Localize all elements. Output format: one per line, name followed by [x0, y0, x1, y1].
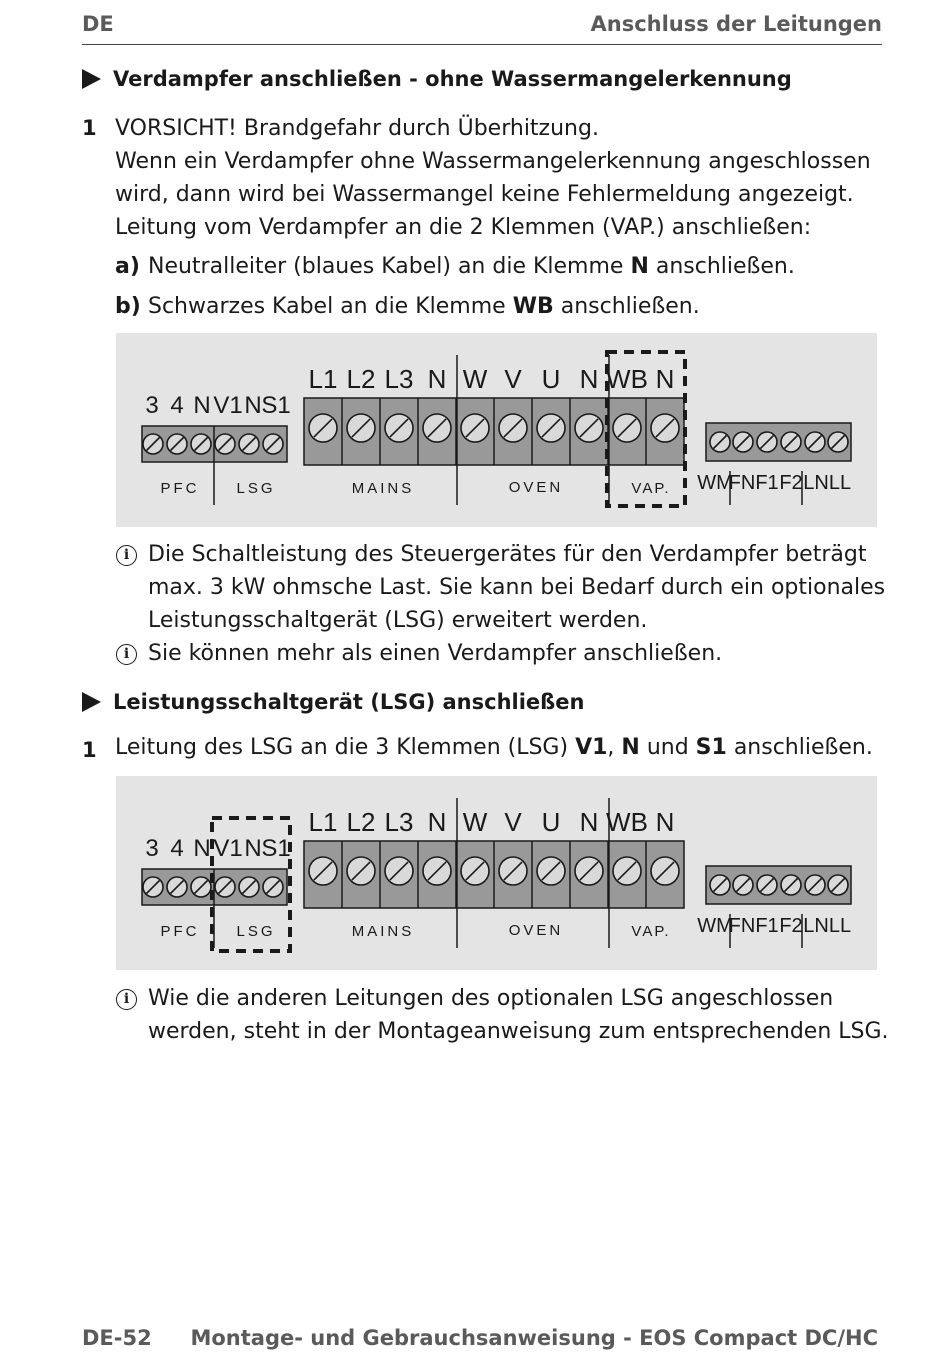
screw-icon	[423, 414, 451, 442]
screw-icon	[828, 875, 848, 895]
screw-icon	[575, 857, 603, 885]
screw-icon	[757, 432, 777, 452]
screw-icon	[651, 857, 679, 885]
screw-icon	[239, 877, 259, 897]
terminal-label: N	[427, 807, 447, 837]
header-divider	[82, 44, 882, 45]
screw-icon	[215, 434, 235, 454]
screw-icon	[651, 414, 679, 442]
screw-icon	[757, 875, 777, 895]
group-label-mains: MAINS	[351, 923, 415, 940]
screw-icon	[423, 857, 451, 885]
screw-icon	[263, 434, 283, 454]
terminal-diagram-svg	[116, 333, 877, 527]
step-line: Leitung vom Verdampfer an die 2 Klemmen (VAP.) anschließen:	[115, 215, 812, 240]
header-language: DE	[82, 12, 114, 36]
substep-label-b: b)	[115, 294, 141, 319]
screw-icon	[537, 414, 565, 442]
terminal-label: L2	[346, 364, 376, 394]
terminal-label: WM	[697, 472, 733, 494]
info-icon: i	[116, 545, 137, 566]
arrow-right-icon	[82, 692, 101, 712]
terminal-label: N	[244, 392, 262, 419]
screw-icon	[499, 857, 527, 885]
terminal-label: N	[427, 364, 447, 394]
screw-icon	[309, 857, 337, 885]
screw-icon	[347, 857, 375, 885]
terminal-label: N	[579, 807, 599, 837]
screw-icon	[191, 877, 211, 897]
terminal-diagram-lsg	[116, 776, 877, 970]
screw-icon	[499, 414, 527, 442]
terminal-label: LN	[803, 915, 829, 937]
terminal-label: W	[462, 364, 488, 394]
terminal-label: LL	[828, 472, 852, 494]
group-label-lsg: LSG	[236, 480, 276, 497]
step-text	[115, 112, 871, 244]
screw-icon	[191, 434, 211, 454]
group-label-mains: MAINS	[351, 480, 415, 497]
group-label-vap: VAP.	[631, 480, 671, 497]
terminal-label: LL	[828, 915, 852, 937]
info-icon: i	[116, 644, 137, 665]
terminal-label: F2	[779, 915, 803, 937]
terminal-label: S1	[261, 835, 291, 862]
note-text: Sie können mehr als einen Verdampfer anschließen.	[148, 641, 723, 666]
screw-icon	[309, 414, 337, 442]
group-label-oven: OVEN	[508, 479, 564, 496]
substep-text-b: Schwarzes Kabel an die Klemme WB anschließen.	[148, 294, 700, 319]
note-text: Die Schaltleistung des Steuergerätes für den Verdampfer beträgt max. 3 kW ohmsche Last. Sie kann bei Bedarf durch ein optionales Leistungsschaltgerät (LSG) erweitert werden.	[148, 542, 886, 633]
terminal-label: S1	[261, 392, 291, 419]
terminal-label: N	[244, 835, 262, 862]
group-label-pfc: PFC	[160, 923, 200, 940]
screw-icon	[781, 432, 801, 452]
screw-icon	[733, 432, 753, 452]
screw-icon	[385, 857, 413, 885]
group-label-oven: OVEN	[508, 922, 564, 939]
terminal-label: 4	[170, 835, 184, 862]
terminal-diagram-svg	[116, 776, 877, 970]
terminal-label: N	[193, 392, 211, 419]
note-text: Wie die anderen Leitungen des optionalen LSG angeschlossen werden, steht in der Montageanweisung zum entsprechenden LSG.	[148, 986, 889, 1044]
terminal-label: WB	[606, 364, 648, 394]
terminal-label: FN	[728, 472, 756, 494]
screw-icon	[733, 875, 753, 895]
terminal-label: N	[655, 807, 675, 837]
screw-icon	[215, 877, 235, 897]
screw-icon	[239, 434, 259, 454]
terminal-label: N	[193, 835, 211, 862]
terminal-label: F2	[779, 472, 803, 494]
screw-icon	[385, 414, 413, 442]
footer-page-number: DE-52	[82, 1326, 152, 1350]
terminal-label: V1	[213, 835, 243, 862]
group-label-vap: VAP.	[631, 923, 671, 940]
screw-icon	[805, 432, 825, 452]
screw-icon	[347, 414, 375, 442]
terminal-label: 3	[145, 835, 159, 862]
terminal-label: W	[462, 807, 488, 837]
section-heading-text: Verdampfer anschließen - ohne Wassermangelerkennung	[113, 67, 792, 91]
terminal-label: U	[541, 364, 561, 394]
terminal-label: N	[655, 364, 675, 394]
terminal-label: 4	[170, 392, 184, 419]
terminal-label: V	[504, 364, 522, 394]
screw-icon	[613, 857, 641, 885]
terminal-label: V1	[213, 392, 243, 419]
terminal-label: F1	[755, 915, 779, 937]
step-number: 1	[82, 738, 97, 762]
terminal-label: U	[541, 807, 561, 837]
terminal-label: L1	[308, 364, 338, 394]
group-label-lsg: LSG	[236, 923, 276, 940]
step-text: Leitung des LSG an die 3 Klemmen (LSG) V1, N und S1 anschließen.	[115, 735, 873, 760]
screw-icon	[263, 877, 283, 897]
terminal-label: WM	[697, 915, 733, 937]
terminal-label: L3	[384, 364, 414, 394]
info-icon: i	[116, 989, 137, 1010]
step-line: VORSICHT! Brandgefahr durch Überhitzung.	[115, 116, 599, 141]
step-line: wird, dann wird bei Wassermangel keine Fehlermeldung angezeigt.	[115, 182, 854, 207]
screw-icon	[167, 877, 187, 897]
screw-icon	[461, 857, 489, 885]
terminal-label: 3	[145, 392, 159, 419]
screw-icon	[461, 414, 489, 442]
terminal-label: FN	[728, 915, 756, 937]
terminal-label: LN	[803, 472, 829, 494]
substep-label-a: a)	[115, 254, 140, 279]
step-line: Wenn ein Verdampfer ohne Wassermangelerkennung angeschlossen	[115, 149, 871, 174]
screw-icon	[537, 857, 565, 885]
terminal-diagram-vap	[116, 333, 877, 527]
screw-icon	[143, 877, 163, 897]
substep-text-a: Neutralleiter (blaues Kabel) an die Klemme N anschließen.	[148, 254, 795, 279]
footer-document-title: Montage- und Gebrauchsanweisung - EOS Compact DC/HC	[190, 1326, 878, 1350]
screw-icon	[167, 434, 187, 454]
screw-icon	[143, 434, 163, 454]
terminal-label: L2	[346, 807, 376, 837]
section-heading-lsg	[82, 690, 584, 714]
terminal-label: N	[579, 364, 599, 394]
screw-icon	[575, 414, 603, 442]
screw-icon	[781, 875, 801, 895]
terminal-label: F1	[755, 472, 779, 494]
step-number: 1	[82, 116, 97, 140]
section-heading-evaporator	[82, 67, 792, 91]
screw-icon	[710, 432, 730, 452]
terminal-label: L3	[384, 807, 414, 837]
screw-icon	[805, 875, 825, 895]
section-heading-text: Leistungsschaltgerät (LSG) anschließen	[113, 690, 585, 714]
terminal-label: L1	[308, 807, 338, 837]
screw-icon	[828, 432, 848, 452]
screw-icon	[710, 875, 730, 895]
terminal-label: WB	[606, 807, 648, 837]
terminal-label: V	[504, 807, 522, 837]
header-title: Anschluss der Leitungen	[590, 12, 882, 36]
group-label-pfc: PFC	[160, 480, 200, 497]
arrow-right-icon	[82, 69, 101, 89]
screw-icon	[613, 414, 641, 442]
